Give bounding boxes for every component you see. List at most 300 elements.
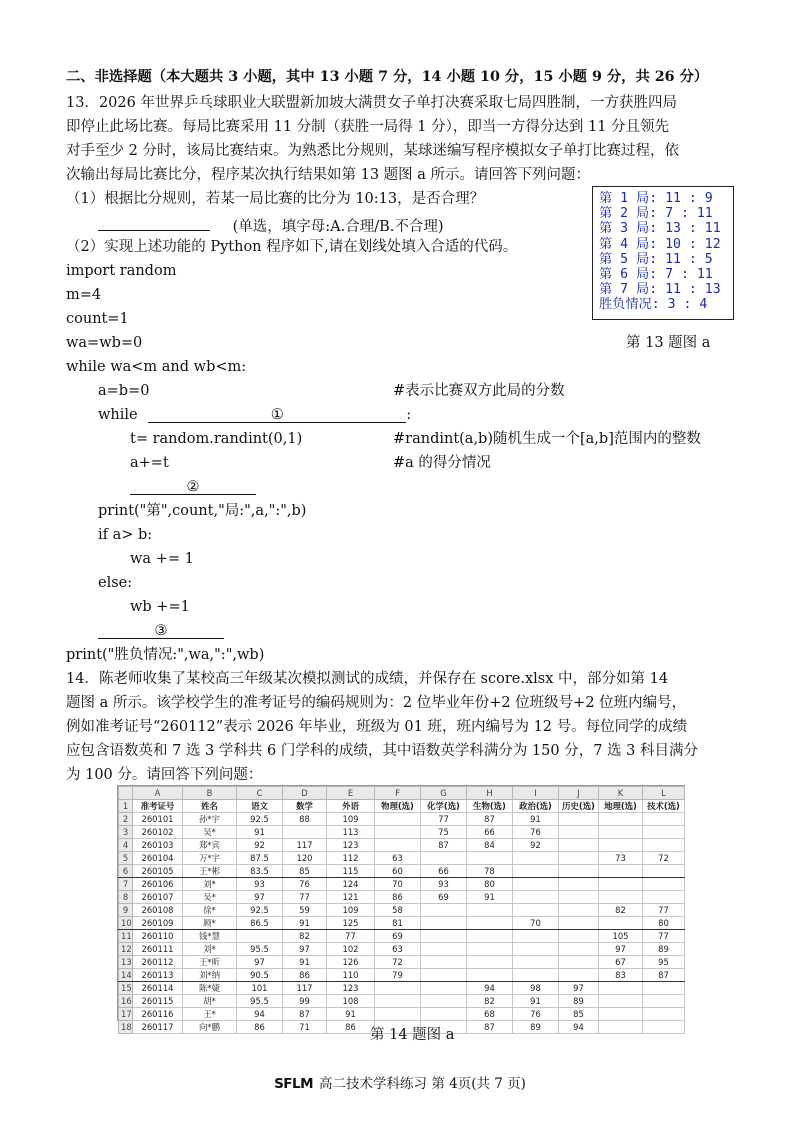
code-line-11: print("第",count,"局:",a,":",b): [98, 503, 307, 519]
q14-intro-line-2: 题图 a 所示。该学校学生的准考证号的编码规则为：2 位毕业年份+2 位班级号+2 位班内编号，: [66, 695, 687, 711]
table-row: [119, 929, 685, 942]
code-line-9: a+=t: [130, 455, 169, 471]
row-number: 15: [119, 981, 133, 994]
table-cell: 97: [283, 942, 327, 955]
table-cell: 260106: [133, 877, 183, 890]
table-cell: 89: [643, 942, 685, 955]
table-cell: [421, 981, 467, 994]
table-cell: 81: [375, 916, 421, 929]
table-cell: [599, 916, 643, 929]
table-cell: 王*: [183, 1007, 237, 1020]
table-cell: 60: [375, 864, 421, 877]
table-cell: 66: [421, 864, 467, 877]
q13-intro-line-2: 即停止此场比赛。每局比赛采用 11 分制（获胜一局得 1 分），即当一方得分达到 11 分且领先: [66, 119, 670, 135]
table-cell: 77: [643, 903, 685, 916]
header-cell: 政治(选): [513, 799, 559, 812]
table-cell: 93: [237, 877, 283, 890]
row-number: 7: [119, 877, 133, 890]
table-cell: [559, 903, 599, 916]
table-cell: 117: [283, 981, 327, 994]
header-cell: 姓名: [183, 799, 237, 812]
table-cell: 88: [283, 812, 327, 825]
table-cell: 91: [513, 994, 559, 1007]
table-cell: 260110: [133, 929, 183, 942]
table-cell: 121: [327, 890, 375, 903]
table-cell: 58: [375, 903, 421, 916]
q13-sub1: （1）根据比分规则，若某一局比赛的比分为 10:13，是否合理？: [66, 191, 485, 207]
answer-blank-2[interactable]: [130, 477, 256, 495]
table-cell: 260116: [133, 1007, 183, 1020]
table-cell: [559, 812, 599, 825]
table-cell: 73: [599, 851, 643, 864]
row-number: 4: [119, 838, 133, 851]
table-cell: 112: [327, 851, 375, 864]
code-line-8: t= random.randint(0,1): [130, 431, 303, 447]
table-cell: 76: [513, 1007, 559, 1020]
header-cell: 化学(选): [421, 799, 467, 812]
table-cell: 87.5: [237, 851, 283, 864]
table-cell: 97: [599, 942, 643, 955]
code-comment-9: #a 的得分情况: [393, 455, 491, 471]
table-cell: 91: [283, 955, 327, 968]
table-cell: [467, 942, 513, 955]
blank-marker-2: ②: [186, 479, 200, 495]
column-letter: I: [513, 787, 559, 800]
table-cell: 99: [283, 994, 327, 1007]
table-cell: 陈*婕: [183, 981, 237, 994]
table-cell: 86.5: [237, 916, 283, 929]
table-cell: 109: [327, 812, 375, 825]
q14-intro-line-5: 为 100 分。请回答下列问题：: [66, 767, 263, 783]
table-cell: 260111: [133, 942, 183, 955]
table-cell: [559, 838, 599, 851]
table-cell: [513, 851, 559, 864]
table-cell: [559, 825, 599, 838]
table-cell: 86: [237, 1020, 283, 1033]
table-row: [119, 955, 685, 968]
code-line-14: else:: [98, 575, 133, 591]
table-cell: 86: [283, 968, 327, 981]
table-cell: [421, 942, 467, 955]
table-cell: [375, 812, 421, 825]
column-letter: F: [375, 787, 421, 800]
table-row: [119, 825, 685, 838]
table-cell: 刘*: [183, 942, 237, 955]
table-cell: 82: [283, 929, 327, 942]
code-line-12: if a> b:: [98, 527, 153, 543]
table-cell: [421, 968, 467, 981]
section-title: 二、非选择题（本大题共 3 小题，其中 13 小题 7 分，14 小题 10 分，15 小题 9 分，共 26 分）: [66, 69, 709, 85]
table-cell: [467, 903, 513, 916]
table-cell: 94: [467, 981, 513, 994]
table-cell: 77: [643, 929, 685, 942]
table-cell: [467, 916, 513, 929]
table-cell: 260102: [133, 825, 183, 838]
table-cell: 70: [513, 916, 559, 929]
table-cell: [643, 994, 685, 1007]
answer-blank-sub1[interactable]: [98, 213, 210, 231]
table-cell: 71: [283, 1020, 327, 1033]
table-cell: 125: [327, 916, 375, 929]
table-cell: [467, 929, 513, 942]
table-row: [119, 968, 685, 981]
table-row: [119, 851, 685, 864]
code-line-16: [98, 621, 224, 641]
table-cell: 115: [327, 864, 375, 877]
table-cell: [421, 1007, 467, 1020]
table-cell: 72: [375, 955, 421, 968]
table-cell: 67: [599, 955, 643, 968]
table-cell: 87: [643, 968, 685, 981]
table-cell: 顾*: [183, 916, 237, 929]
table-cell: 吴*: [183, 890, 237, 903]
table-cell: 260112: [133, 955, 183, 968]
table-cell: [559, 942, 599, 955]
table-cell: 260104: [133, 851, 183, 864]
table-cell: 82: [599, 903, 643, 916]
spreadsheet-screenshot: [117, 785, 685, 1032]
table-cell: 98: [513, 981, 559, 994]
table-cell: [513, 968, 559, 981]
output-row: 第 4 局: 10 : 12: [599, 236, 721, 252]
output-row: 第 3 局: 13 : 11: [599, 221, 721, 237]
column-letter: K: [599, 787, 643, 800]
table-cell: 91: [283, 916, 327, 929]
output-row: 第 7 局: 11 : 13: [599, 282, 721, 298]
column-letter: L: [643, 787, 685, 800]
table-cell: [283, 825, 327, 838]
row-number: 8: [119, 890, 133, 903]
table-cell: 孙*宇: [183, 812, 237, 825]
table-cell: 97: [237, 890, 283, 903]
header-cell: 数学: [283, 799, 327, 812]
q13-sub1-hint: (单选，填字母:A.合理/B.不合理): [232, 219, 444, 235]
code-line-3: count=1: [66, 311, 129, 327]
q14-intro-line-3: 例如准考证号“260112”表示 2026 年毕业，班级为 01 班，班内编号为 12 号。每位同学的成绩: [66, 719, 688, 735]
table-cell: 110: [327, 968, 375, 981]
table-cell: 万*宇: [183, 851, 237, 864]
row-number: 5: [119, 851, 133, 864]
table-cell: 94: [237, 1007, 283, 1020]
table-cell: 80: [643, 916, 685, 929]
table-cell: 260117: [133, 1020, 183, 1033]
row-number: 18: [119, 1020, 133, 1033]
table-cell: 87: [421, 838, 467, 851]
table-row: [119, 838, 685, 851]
header-cell: 地理(选): [599, 799, 643, 812]
table-cell: [237, 929, 283, 942]
table-row: [119, 890, 685, 903]
column-letter: D: [283, 787, 327, 800]
table-cell: 260115: [133, 994, 183, 1007]
table-cell: [559, 929, 599, 942]
answer-blank-3[interactable]: [98, 621, 224, 639]
table-cell: 109: [327, 903, 375, 916]
table-cell: [513, 955, 559, 968]
q13-figure-caption: 第 13 题图 a: [626, 335, 711, 351]
table-cell: 260108: [133, 903, 183, 916]
table-cell: 117: [283, 838, 327, 851]
row-number: 10: [119, 916, 133, 929]
code-line-6: a=b=0: [98, 383, 150, 399]
table-cell: 刘*: [183, 877, 237, 890]
table-cell: 123: [327, 981, 375, 994]
table-cell: 91: [327, 1007, 375, 1020]
table-cell: [513, 903, 559, 916]
table-cell: 91: [237, 825, 283, 838]
table-cell: 76: [513, 825, 559, 838]
row-number: 11: [119, 929, 133, 942]
q13-intro-line-1: 13．2026 年世界乒乓球职业大联盟新加坡大满贯女子单打决赛采取七局四胜制，一方获胜四局: [66, 95, 677, 111]
table-cell: 260113: [133, 968, 183, 981]
header-cell: 外语: [327, 799, 375, 812]
table-cell: [421, 929, 467, 942]
table-cell: 86: [327, 1020, 375, 1033]
table-cell: 95.5: [237, 942, 283, 955]
table-cell: [421, 903, 467, 916]
code-line-10: [130, 477, 256, 497]
table-cell: [375, 838, 421, 851]
table-cell: [467, 955, 513, 968]
row-number: 17: [119, 1007, 133, 1020]
q13-sub2: （2）实现上述功能的 Python 程序如下,请在划线处填入合适的代码。: [66, 239, 518, 255]
table-cell: 刘*纳: [183, 968, 237, 981]
table-row: [119, 994, 685, 1007]
table-cell: [467, 968, 513, 981]
table-cell: 260105: [133, 864, 183, 877]
answer-blank-1[interactable]: [148, 405, 406, 423]
table-cell: 97: [559, 981, 599, 994]
table-cell: 72: [643, 851, 685, 864]
table-cell: [643, 1020, 685, 1033]
column-letter: J: [559, 787, 599, 800]
output-row: 胜负情况: 3 : 4: [599, 297, 708, 313]
table-cell: 101: [237, 981, 283, 994]
table-row: [119, 1007, 685, 1020]
table-cell: 徐*: [183, 903, 237, 916]
header-cell: 生物(选): [467, 799, 513, 812]
program-output-window: [592, 186, 734, 320]
table-cell: [513, 864, 559, 877]
column-letter: C: [237, 787, 283, 800]
table-cell: [643, 838, 685, 851]
table-cell: 260101: [133, 812, 183, 825]
table-cell: [421, 994, 467, 1007]
code-line-2: m=4: [66, 287, 102, 303]
table-cell: [559, 955, 599, 968]
table-cell: 59: [283, 903, 327, 916]
table-cell: 75: [421, 825, 467, 838]
table-cell: 260107: [133, 890, 183, 903]
table-cell: [421, 851, 467, 864]
header-cell: 物理(选): [375, 799, 421, 812]
row-number: 13: [119, 955, 133, 968]
table-cell: 120: [283, 851, 327, 864]
table-cell: [559, 877, 599, 890]
table-cell: 92.5: [237, 903, 283, 916]
row-number: 14: [119, 968, 133, 981]
table-cell: 84: [467, 838, 513, 851]
table-cell: 王*昕: [183, 955, 237, 968]
table-cell: 77: [421, 812, 467, 825]
q14-intro-line-4: 应包含语数英和 7 选 3 学科共 6 门学科的成绩，其中语数英学科满分为 150 分，7 选 3 科目满分: [66, 743, 698, 759]
table-row: [119, 916, 685, 929]
table-cell: [599, 812, 643, 825]
table-row: [119, 864, 685, 877]
table-cell: 69: [421, 890, 467, 903]
row-number: 6: [119, 864, 133, 877]
table-cell: [643, 812, 685, 825]
table-cell: 93: [421, 877, 467, 890]
table-cell: [375, 994, 421, 1007]
code-line-17: print("胜负情况:",wa,":",wb): [66, 647, 265, 663]
row-number: 1: [119, 799, 133, 812]
table-cell: 钱*慧: [183, 929, 237, 942]
code-line-13: wa += 1: [130, 551, 194, 567]
column-letter: [119, 787, 133, 800]
table-cell: 78: [467, 864, 513, 877]
table-cell: 85: [283, 864, 327, 877]
table-cell: 126: [327, 955, 375, 968]
table-cell: 92.5: [237, 812, 283, 825]
table-cell: [643, 1007, 685, 1020]
table-cell: 77: [327, 929, 375, 942]
table-cell: [643, 981, 685, 994]
table-cell: [421, 916, 467, 929]
table-cell: 95.5: [237, 994, 283, 1007]
table-cell: 92: [513, 838, 559, 851]
table-cell: 87: [283, 1007, 327, 1020]
header-row: [119, 799, 685, 812]
table-cell: [559, 916, 599, 929]
q13-intro-line-4: 次输出每局比赛比分，程序某次执行结果如第 13 题图 a 所示。请回答下列问题：: [66, 167, 591, 183]
table-cell: 王*彬: [183, 864, 237, 877]
table-cell: [599, 994, 643, 1007]
table-cell: 260109: [133, 916, 183, 929]
row-number: 16: [119, 994, 133, 1007]
table-cell: [599, 981, 643, 994]
table-cell: 66: [467, 825, 513, 838]
table-cell: 89: [513, 1020, 559, 1033]
code-line-15: wb +=1: [130, 599, 190, 615]
q14-figure-caption: 第 14 题图 a: [370, 1027, 455, 1043]
table-cell: [599, 1007, 643, 1020]
header-cell: 技术(选): [643, 799, 685, 812]
code-colon: :: [406, 407, 412, 423]
table-cell: [513, 942, 559, 955]
column-letter: E: [327, 787, 375, 800]
table-cell: 113: [327, 825, 375, 838]
table-row: [119, 903, 685, 916]
table-cell: 向*鹏: [183, 1020, 237, 1033]
table-row: [119, 942, 685, 955]
code-while-keyword: while: [98, 407, 138, 423]
column-letter: H: [467, 787, 513, 800]
table-cell: 108: [327, 994, 375, 1007]
table-cell: 123: [327, 838, 375, 851]
row-number: 3: [119, 825, 133, 838]
row-number: 12: [119, 942, 133, 955]
table-cell: [375, 1007, 421, 1020]
table-cell: [599, 890, 643, 903]
output-row: 第 2 局: 7 : 11: [599, 206, 713, 222]
table-row: [119, 812, 685, 825]
table-cell: 95: [643, 955, 685, 968]
table-cell: 77: [283, 890, 327, 903]
table-cell: 102: [327, 942, 375, 955]
table-cell: 79: [375, 968, 421, 981]
table-cell: 63: [375, 851, 421, 864]
table-cell: 83.5: [237, 864, 283, 877]
q14-intro-line-1: 14．陈老师收集了某校高三年级某次模拟测试的成绩，并保存在 score.xlsx 中，部分如第 14: [66, 671, 669, 687]
table-row: [119, 981, 685, 994]
table-cell: 124: [327, 877, 375, 890]
table-cell: 76: [283, 877, 327, 890]
table-cell: 89: [559, 994, 599, 1007]
table-cell: [375, 981, 421, 994]
table-cell: [375, 825, 421, 838]
table-cell: 63: [375, 942, 421, 955]
table-cell: 87: [467, 1020, 513, 1033]
table-cell: 91: [467, 890, 513, 903]
table-cell: 68: [467, 1007, 513, 1020]
q13-sub1-answer-row: [98, 213, 444, 237]
table-cell: [559, 890, 599, 903]
table-cell: [513, 877, 559, 890]
table-cell: 105: [599, 929, 643, 942]
code-line-5: while wa<m and wb<m:: [66, 359, 247, 375]
output-row: 第 1 局: 11 : 9: [599, 191, 713, 206]
table-cell: [513, 929, 559, 942]
school-logo-text: SFLM: [274, 1076, 314, 1092]
table-cell: 97: [237, 955, 283, 968]
code-comment-8: #randint(a,b)随机生成一个[a,b]范围内的整数: [393, 431, 701, 447]
row-number: 9: [119, 903, 133, 916]
column-letter: A: [133, 787, 183, 800]
table-cell: 91: [513, 812, 559, 825]
table-cell: [643, 890, 685, 903]
table-cell: [599, 1020, 643, 1033]
column-letter-row: [119, 787, 685, 800]
blank-marker-3: ③: [154, 623, 168, 639]
table-cell: [559, 851, 599, 864]
table-cell: [513, 890, 559, 903]
table-row: [119, 877, 685, 890]
table-cell: 94: [559, 1020, 599, 1033]
header-cell: 语文: [237, 799, 283, 812]
table-cell: [421, 955, 467, 968]
table-cell: 85: [559, 1007, 599, 1020]
column-letter: G: [421, 787, 467, 800]
table-cell: 82: [467, 994, 513, 1007]
output-row: 第 5 局: 11 : 5: [599, 251, 713, 267]
table-cell: 86: [375, 890, 421, 903]
table-cell: [467, 851, 513, 864]
page-footer: [0, 1072, 800, 1092]
blank-marker-1: ①: [270, 407, 284, 423]
table-cell: [559, 864, 599, 877]
table-cell: 69: [375, 929, 421, 942]
header-cell: 准考证号: [133, 799, 183, 812]
table-cell: 90.5: [237, 968, 283, 981]
output-row: 第 6 局: 7 : 11: [599, 267, 713, 283]
table-cell: 92: [237, 838, 283, 851]
table-cell: 80: [467, 877, 513, 890]
row-number: 2: [119, 812, 133, 825]
score-table: [118, 786, 685, 1034]
table-cell: 87: [467, 812, 513, 825]
table-cell: 260114: [133, 981, 183, 994]
